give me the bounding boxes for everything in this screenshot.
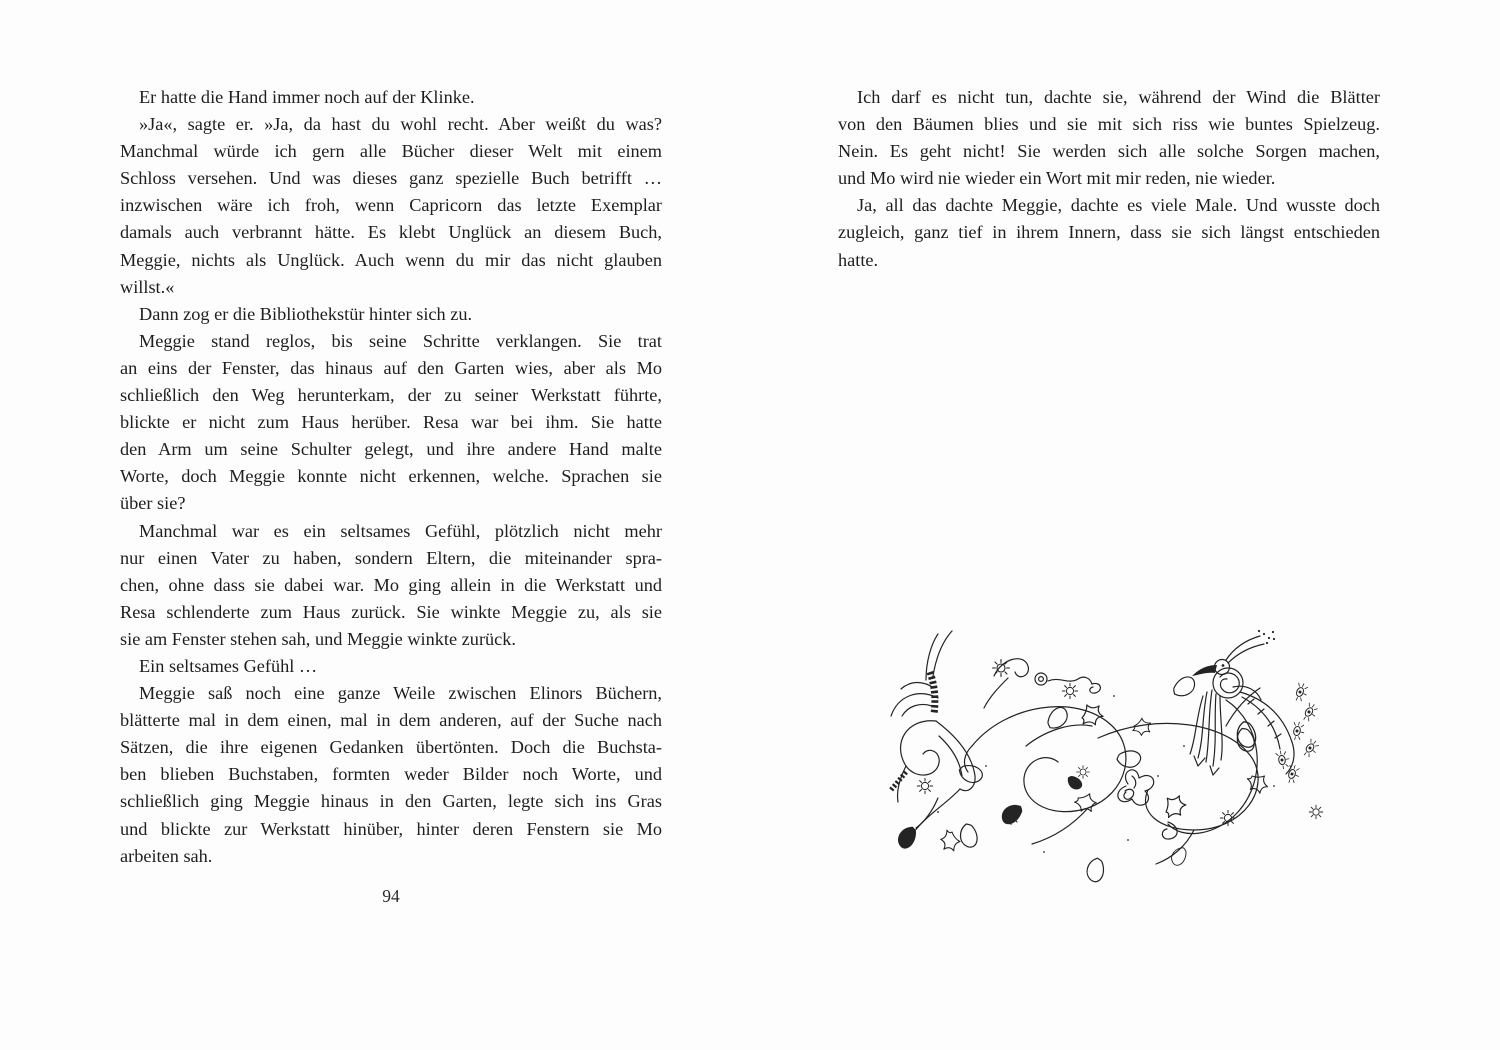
text-line: Nein. Es geht nicht! Sie werden sich alle solche Sorgen machen, (838, 141, 1380, 162)
acanthus-wheat-group (891, 631, 985, 851)
paragraph (838, 84, 1380, 192)
text-line: Ein seltsames Gefühl … (139, 655, 318, 676)
peacock-bird (1168, 630, 1321, 834)
paragraph (120, 328, 662, 518)
text-line: hatte. (838, 249, 879, 270)
text-line: den Arm um seine Schulter gelegt, und ihre andere Hand malte (120, 439, 662, 460)
text-line: über sie? (120, 493, 186, 514)
paragraph (120, 111, 662, 301)
paragraph (120, 680, 662, 870)
text-line: schließlich den Weg herunterkam, der zu seiner Werkstatt führte, (120, 385, 662, 406)
text-line: Schloss versehen. Und was dieses ganz spezielle Buch betrifft … (120, 168, 662, 189)
vine-group (972, 688, 1260, 864)
text-line: Er hatte die Hand immer noch auf der Klinke. (139, 87, 475, 107)
text-line: arbeiten sah. (120, 845, 213, 866)
paragraph (120, 518, 662, 653)
text-line: sie am Fenster stehen sah, und Meggie winkte zurück. (120, 628, 516, 649)
leaf-group (959, 675, 1256, 884)
text-line: und blickte zur Werkstatt hinüber, hinter deren Fenstern sie Mo (120, 818, 662, 839)
text-line: Meggie stand reglos, bis seine Schritte verklangen. Sie trat (139, 330, 662, 351)
text-line: von den Bäumen blies und sie mit sich riss wie buntes Spielzeug. (838, 114, 1380, 135)
text-line: Dann zog er die Bibliothekstür hinter sich zu. (139, 303, 473, 324)
text-line: chen, ohne dass sie dabei war. Mo ging allein in die Werkstatt und (120, 574, 662, 595)
text-line: zugleich, ganz tief in ihrem Innern, dass sie sich längst entschieden (838, 222, 1380, 243)
text-line: ben blieben Buchstaben, formten weder Bilder noch Worte, und (120, 764, 662, 785)
text-line: Ich darf es nicht tun, dachte sie, während der Wind die Blätter (857, 87, 1380, 107)
dot-group (937, 695, 1275, 853)
text-line: willst.« (120, 276, 175, 297)
left-page-text (120, 84, 662, 870)
text-line: Ja, all das dachte Meggie, dachte es viele Male. Und wusste doch (857, 195, 1380, 216)
text-line: Manchmal würde ich gern alle Bücher dieser Welt mit einem (120, 141, 662, 162)
text-line: Worte, doch Meggie konnte nicht erkennen, welche. Sprachen sie (120, 466, 662, 487)
text-line: an eins der Fenster, das hinaus auf den Garten wies, aber als Mo (120, 357, 662, 378)
text-line: blätterte mal in dem einen, mal in dem anderen, auf der Suche nach (120, 710, 662, 731)
text-line: damals auch verbrannt hätte. Es klebt Unglück an diesem Buch, (120, 222, 662, 243)
flourish-illustration (876, 626, 1338, 894)
text-line: »Ja«, sagte er. »Ja, da hast du wohl recht. Aber weißt du was? (139, 114, 662, 135)
text-line: Manchmal war es ein seltsames Gefühl, plötzlich nicht mehr (139, 520, 662, 541)
text-line: Resa schlenderte zum Haus zurück. Sie winkte Meggie zu, als sie (120, 601, 662, 622)
paragraph (120, 84, 662, 111)
paragraph (120, 301, 662, 328)
paragraph (838, 192, 1380, 273)
paragraph (120, 653, 662, 680)
text-line: Meggie saß noch eine ganze Weile zwischen Elinors Büchern, (139, 683, 662, 704)
crest-plume (1226, 636, 1260, 660)
right-page-text (838, 84, 1380, 274)
text-line: inzwischen wäre ich froh, wenn Capricorn das letzte Exemplar (120, 195, 662, 216)
text-line: Sätzen, die ihre eigenen Gedanken übertönten. Doch die Buchsta- (120, 737, 662, 758)
text-line: blickte er nicht zum Haus herüber. Resa war bei ihm. Sie hatte (120, 412, 662, 433)
page-number: 94 (382, 886, 400, 906)
text-line: nur einen Vater zu haben, sondern Eltern, die miteinander spra- (120, 547, 662, 568)
text-line: schließlich ging Meggie hinaus in den Garten, legte sich ins Gras (120, 791, 662, 812)
text-line: und Mo wird nie wieder ein Wort mit mir reden, nie wieder. (838, 168, 1276, 189)
text-line: Meggie, nichts als Unglück. Auch wenn du mir das nicht glauben (120, 249, 662, 270)
